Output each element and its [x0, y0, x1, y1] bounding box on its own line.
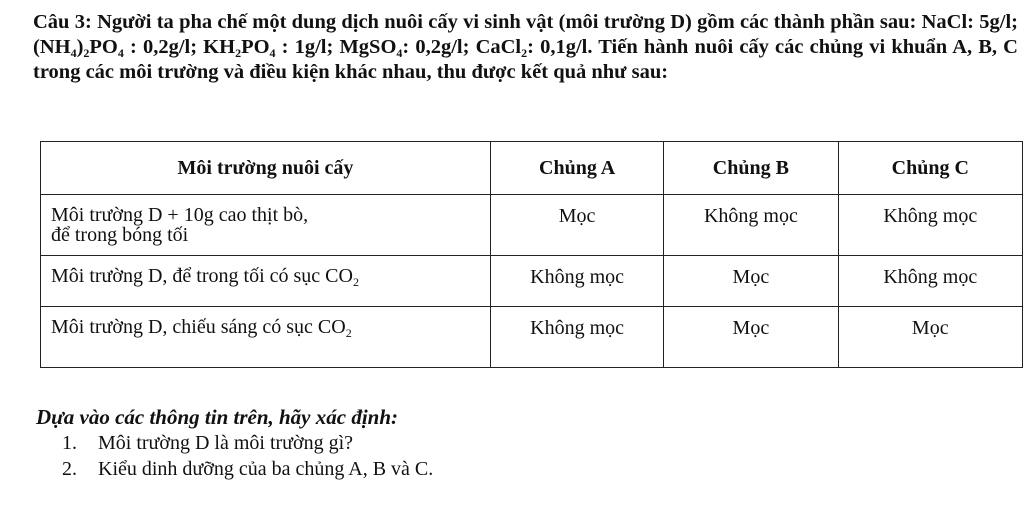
header-strain-a: Chủng A: [490, 142, 663, 195]
task-prompt: Dựa vào các thông tin trên, hãy xác định:: [36, 405, 399, 429]
strain-c-result: Không mọc: [838, 195, 1022, 256]
strain-b-result: Mọc: [664, 307, 838, 368]
strain-a-result: Mọc: [490, 195, 663, 256]
condition-cell: Môi trường D + 10g cao thịt bò, để trong bóng tối: [41, 195, 491, 256]
task-number: 2.: [62, 458, 77, 480]
table-row: [41, 307, 1023, 368]
strain-a-result: Không mọc: [490, 307, 663, 368]
table-header-row: [41, 142, 1023, 195]
strain-a-result: Không mọc: [490, 256, 663, 307]
table-row: [41, 256, 1023, 307]
header-strain-c: Chủng C: [838, 142, 1022, 195]
strain-c-result: Không mọc: [838, 256, 1022, 307]
question-paragraph: [33, 10, 1018, 85]
table-row: [41, 195, 1023, 256]
task-number: 1.: [62, 432, 77, 454]
task-text: Môi trường D là môi trường gì?: [98, 432, 354, 454]
header-strain-b: Chủng B: [664, 142, 838, 195]
task-list: [62, 430, 433, 482]
task-text: Kiểu dinh dưỡng của ba chủng A, B và C.: [98, 458, 434, 480]
strain-c-result: Mọc: [838, 307, 1022, 368]
culture-results-table: [40, 141, 1023, 368]
header-medium: Môi trường nuôi cấy: [41, 142, 491, 195]
strain-b-result: Mọc: [664, 256, 838, 307]
list-item: [62, 456, 433, 482]
condition-cell: Môi trường D, chiếu sáng có sục $CO_2$: [41, 307, 491, 368]
list-item: [62, 430, 433, 456]
question-text: Người ta pha chế một dung dịch nuôi cấy vi sinh vật (môi trường D) gồm các thành phần sau: NaCl: 5g/l; $(NH_4)_2PO_4$ : 0,2g/l; $KH_2PO_4$ : 1g/l; MgSO$_4$: 0,2g/l; CaCl$_2$: 0,1g/l. Tiến hành nuôi cấy các chủng vi khuẩn A, B, C trong các môi trường và điều kiện khác nhau, thu được kết quả như sau:: [33, 11, 1018, 83]
condition-cell: Môi trường D, để trong tối có sục $CO_2$: [41, 256, 491, 307]
question-number: Câu 3:: [33, 11, 92, 33]
strain-b-result: Không mọc: [664, 195, 838, 256]
